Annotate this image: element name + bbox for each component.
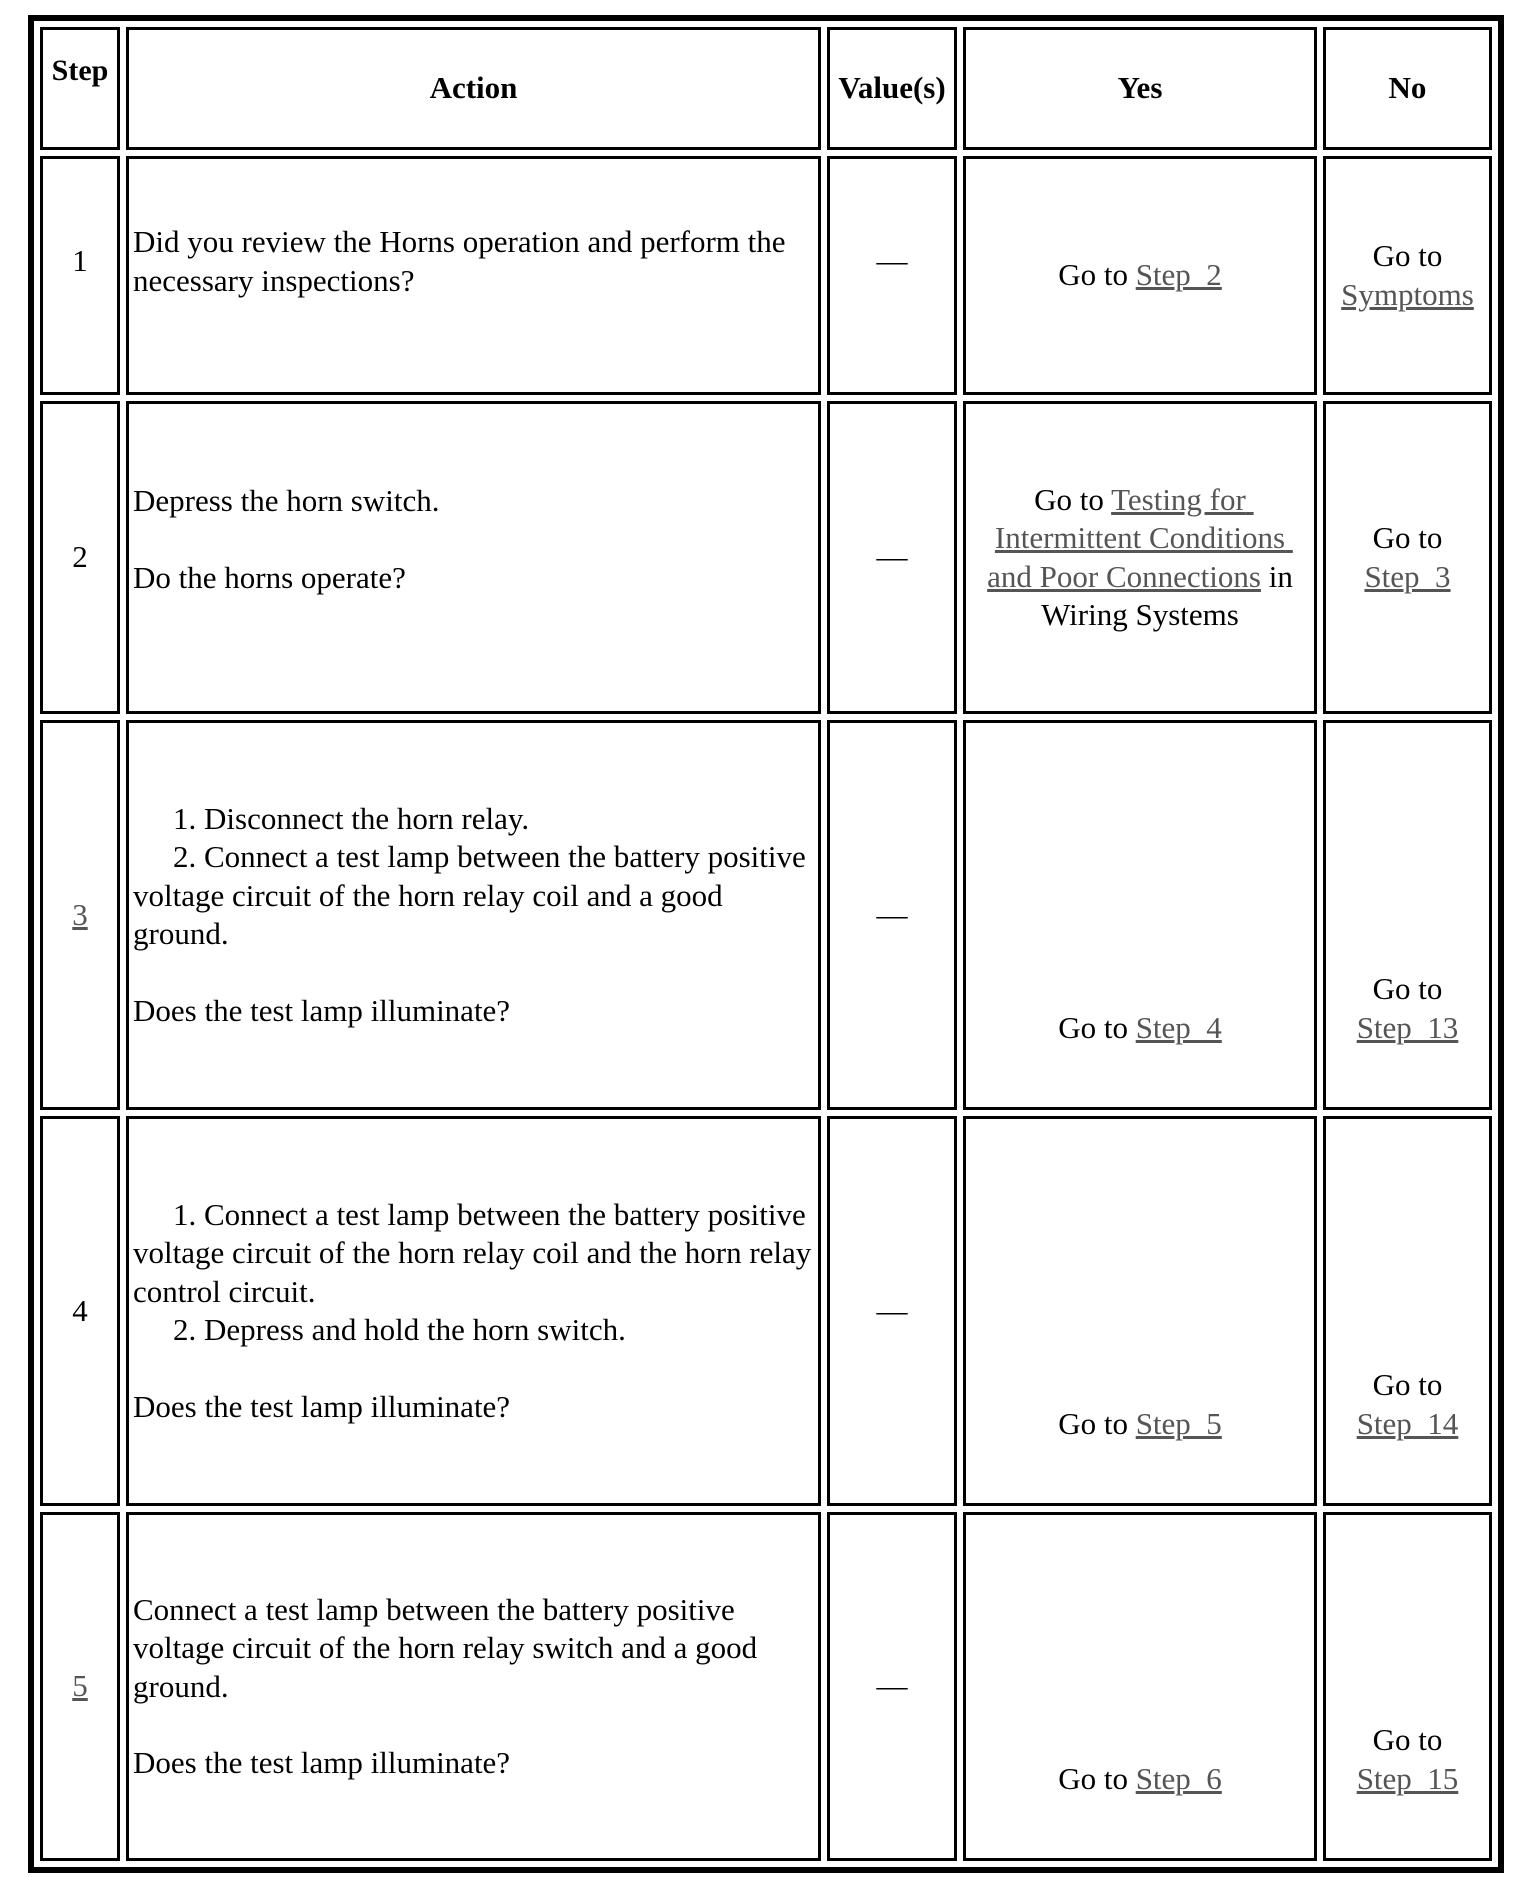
yes-cell bbox=[963, 720, 1317, 1110]
action-question: Does the test lamp illuminate? bbox=[133, 1745, 511, 1780]
no-cell bbox=[1323, 1116, 1492, 1506]
yes-prefix: Go to bbox=[1058, 1760, 1128, 1796]
yes-link[interactable]: Step 2 bbox=[1135, 257, 1222, 293]
yes-suffix: in Wiring Systems bbox=[1041, 558, 1293, 632]
no-prefix: Go to bbox=[1372, 1367, 1443, 1402]
no-prefix: Go to bbox=[1372, 971, 1443, 1006]
value-cell: — bbox=[827, 1116, 957, 1506]
action-text bbox=[126, 401, 821, 714]
header-step: Step bbox=[40, 27, 120, 150]
header-yes: Yes bbox=[963, 27, 1317, 150]
yes-link[interactable]: Step 4 bbox=[1135, 1009, 1222, 1045]
yes-cell bbox=[963, 156, 1317, 395]
step-number: 1 bbox=[40, 156, 120, 395]
table-row bbox=[40, 156, 1492, 395]
yes-cell bbox=[963, 1512, 1317, 1861]
table-row bbox=[40, 1512, 1492, 1861]
no-prefix: Go to bbox=[1372, 520, 1443, 555]
action-text bbox=[126, 720, 821, 1110]
value-cell: — bbox=[827, 720, 957, 1110]
yes-prefix: Go to bbox=[1034, 481, 1104, 517]
step-number-cell bbox=[40, 1512, 120, 1861]
yes-link[interactable]: Step 6 bbox=[1135, 1760, 1222, 1796]
value-cell: — bbox=[827, 401, 957, 714]
yes-link[interactable]: Testing for Intermittent Conditions and Poor Connections bbox=[987, 481, 1293, 594]
value-cell: — bbox=[827, 156, 957, 395]
header-values: Value(s) bbox=[827, 27, 957, 150]
no-prefix: Go to bbox=[1372, 1722, 1443, 1757]
action-list-item: 2. Connect a test lamp between the battery positive voltage circuit of the horn relay coil and a good ground. bbox=[133, 839, 806, 952]
no-link[interactable]: Symptoms bbox=[1341, 276, 1474, 312]
no-cell bbox=[1323, 1512, 1492, 1861]
action-text bbox=[126, 1116, 821, 1506]
yes-prefix: Go to bbox=[1058, 1009, 1128, 1045]
action-list-item: 1. Connect a test lamp between the battery positive voltage circuit of the horn relay coil and the horn relay control circuit. bbox=[133, 1196, 812, 1309]
no-cell bbox=[1323, 720, 1492, 1110]
value-cell: — bbox=[827, 1512, 957, 1861]
table-row bbox=[40, 720, 1492, 1110]
no-prefix: Go to bbox=[1372, 238, 1443, 273]
step-link[interactable]: 3 bbox=[72, 896, 88, 932]
no-cell bbox=[1323, 156, 1492, 395]
no-link[interactable]: Step 3 bbox=[1364, 558, 1451, 594]
step-number-cell bbox=[40, 720, 120, 1110]
table-row bbox=[40, 1116, 1492, 1506]
step-link[interactable]: 5 bbox=[72, 1668, 88, 1704]
diagnostic-table bbox=[28, 15, 1504, 1873]
header-no: No bbox=[1323, 27, 1492, 150]
no-link[interactable]: Step 13 bbox=[1356, 1009, 1459, 1045]
header-row bbox=[40, 27, 1492, 150]
yes-link[interactable]: Step 5 bbox=[1135, 1405, 1222, 1441]
yes-prefix: Go to bbox=[1058, 257, 1128, 293]
table-row bbox=[40, 401, 1492, 714]
action-question: Do the horns operate? bbox=[133, 559, 406, 595]
action-text bbox=[126, 1512, 821, 1861]
action-text bbox=[126, 156, 821, 395]
yes-cell bbox=[963, 1116, 1317, 1506]
action-question: Does the test lamp illuminate? bbox=[133, 992, 511, 1028]
step-number: 2 bbox=[40, 401, 120, 714]
yes-prefix: Go to bbox=[1058, 1405, 1128, 1441]
no-link[interactable]: Step 15 bbox=[1356, 1760, 1459, 1796]
header-action: Action bbox=[126, 27, 821, 150]
yes-cell bbox=[963, 401, 1317, 714]
action-list-item: 1. Disconnect the horn relay. bbox=[173, 800, 530, 836]
no-link[interactable]: Step 14 bbox=[1356, 1405, 1459, 1441]
no-cell bbox=[1323, 401, 1492, 714]
action-question: Does the test lamp illuminate? bbox=[133, 1388, 511, 1424]
action-list-item: 2. Depress and hold the horn switch. bbox=[173, 1312, 626, 1348]
action-instruction: Depress the horn switch. bbox=[133, 483, 440, 518]
action-paragraph: Did you review the Horns operation and perform the necessary inspections? bbox=[133, 224, 786, 298]
action-paragraph: Connect a test lamp between the battery positive voltage circuit of the horn relay switch and a good ground. bbox=[133, 1591, 758, 1704]
step-number: 4 bbox=[40, 1116, 120, 1506]
